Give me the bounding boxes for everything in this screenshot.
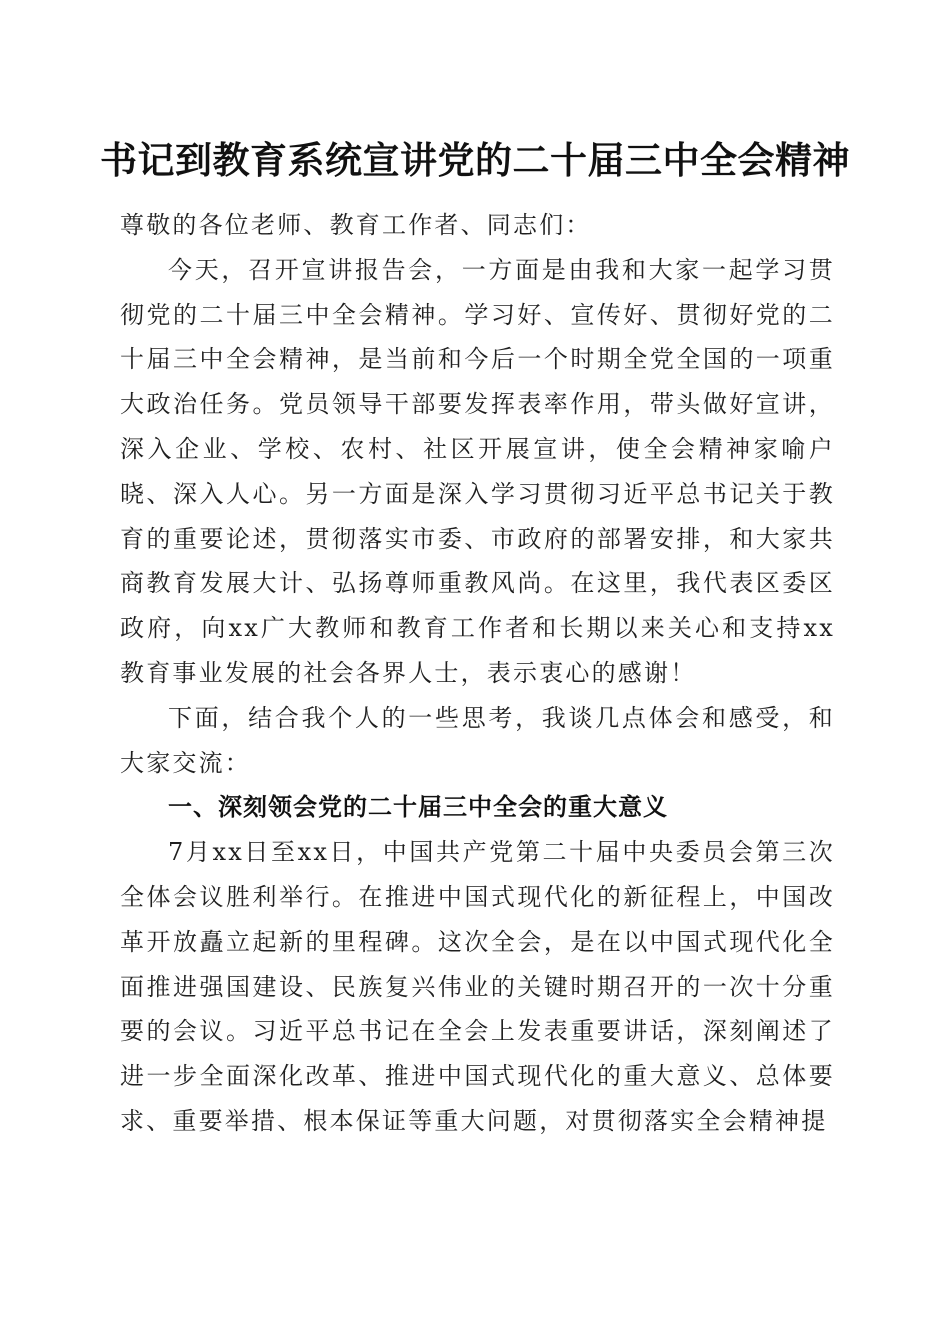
document-body [120,203,835,1144]
body-paragraph: 今天，召开宣讲报告会，一方面是由我和大家一起学习贯彻党的二十届三中全会精神。学习好、宣传好、贯彻好党的二十届三中全会精神，是当前和今后一个时期全党全国的一项重大政治任务。党员领导干部要发挥表率作用，带头做好宣讲，深入企业、学校、农村、社区开展宣讲，使全会精神家喻户晓、深入人心。另一方面是深入学习贯彻习近平总书记关于教育的重要论述，贯彻落实市委、市政府的部署安排，和大家共商教育发展大计、弘扬尊师重教风尚。在这里，我代表区委区政府，向xx广大教师和教育工作者和长期以来关心和支持xx教育事业发展的社会各界人士，表示衷心的感谢！ [120,255,835,687]
section-paragraph: 7月xx日至xx日，中国共产党第二十届中央委员会第三次全体会议胜利举行。在推进中国式现代化的新征程上，中国改革开放矗立起新的里程碑。这次全会，是在以中国式现代化全面推进强国建设、民族复兴伟业的关键时期召开的一次十分重要的会议。习近平总书记在全会上发表重要讲话，深刻阐述了进一步全面深化改革、推进中国式现代化的重大意义、总体要求、重要举措、根本保证等重大问题，对贯彻落实全会精神提 [120,838,835,1135]
body-paragraph: 下面，结合我个人的一些思考，我谈几点体会和感受，和大家交流： [120,703,835,777]
section-heading: 一、深刻领会党的二十届三中全会的重大意义 [168,793,668,822]
document-title: 书记到教育系统宣讲党的二十届三中全会精神 [100,138,850,182]
salutation: 尊敬的各位老师、教育工作者、同志们： [120,211,592,239]
